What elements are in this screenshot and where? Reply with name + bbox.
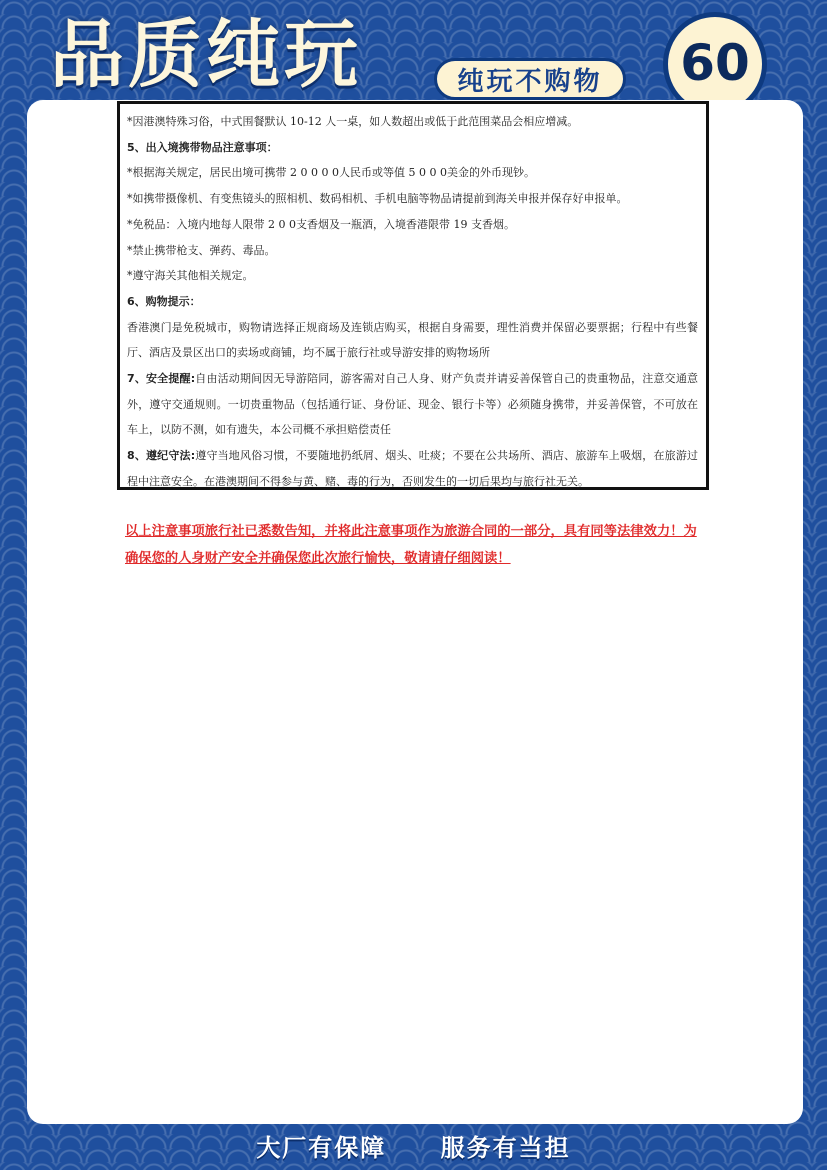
footer-slogan-right: 服务有当担 bbox=[440, 1134, 571, 1162]
page-title: 品质纯玩 bbox=[50, 12, 362, 98]
notice-line: *遵守海关其他相关规定。 bbox=[127, 269, 254, 283]
section-title-5: 5、出入境携带物品注意事项： bbox=[127, 140, 278, 154]
shopping-tips: 香港澳门是免税城市，购物请选择正规商场及连锁店购买，根据自身需要，理性消费并保留必要票据；行程中有些餐厅、酒店及景区出口的卖场或商铺，均不属于旅行社或导游安排的购物场所 bbox=[127, 320, 698, 360]
section-title-6: 6、购物提示： bbox=[127, 294, 201, 308]
law-text: 遵守当地风俗习惯，不要随地扔纸屑、烟头、吐痰；不要在公共场所、酒店、旅游车上吸烟，在旅游过程中注意安全。在港澳期间不得参与黄、赌、毒的行为，否则发生的一切后果均与旅行社无关。 bbox=[127, 449, 698, 488]
notice-line: *免税品：入境内地每人限带 2 0 0支香烟及一瓶酒，入境香港限带 19 支香烟。 bbox=[127, 217, 515, 231]
no-shopping-badge: 纯玩不购物 bbox=[434, 58, 626, 100]
number-badge: 60 bbox=[663, 12, 767, 116]
section-title-7: 7、安全提醒: bbox=[127, 372, 196, 386]
footer-slogan bbox=[0, 1128, 827, 1163]
notice-line: *根据海关规定，居民出境可携带 2 0 0 0 0人民币或等值 5 0 0 0美金的外币现钞。 bbox=[127, 166, 535, 180]
notice-line: *如携带摄像机、有变焦镜头的照相机、数码相机、手机电脑等物品请提前到海关申报并保存好申报单。 bbox=[127, 192, 628, 206]
notice-line: *因港澳特殊习俗，中式围餐默认 10-12 人一桌，如人数超出或低于此范围菜品会相应增减。 bbox=[127, 115, 579, 128]
notice-box bbox=[117, 101, 709, 490]
notice-line: *禁止携带枪支、弹药、毒品。 bbox=[127, 243, 276, 257]
law-abiding bbox=[127, 443, 698, 494]
section-title-8: 8、遵纪守法: bbox=[127, 449, 196, 463]
safety-reminder bbox=[127, 366, 698, 443]
safety-text: 自由活动期间因无导游陪同，游客需对自己人身、财产负责并请妥善保管自己的贵重物品，注意交通意外，遵守交通规则。一切贵重物品（包括通行证、身份证、现金、银行卡等）必须随身携带，并妥善保管，不可放在车上，以防不测，如有遗失，本公司概不承担赔偿责任 bbox=[127, 372, 698, 437]
footer-slogan-left: 大厂有保障 bbox=[256, 1134, 387, 1162]
legal-warning: 以上注意事项旅行社已悉数告知，并将此注意事项作为旅游合同的一部分，具有同等法律效力！为确保您的人身财产安全并确保您此次旅行愉快，敬请请仔细阅读！ bbox=[125, 524, 697, 566]
